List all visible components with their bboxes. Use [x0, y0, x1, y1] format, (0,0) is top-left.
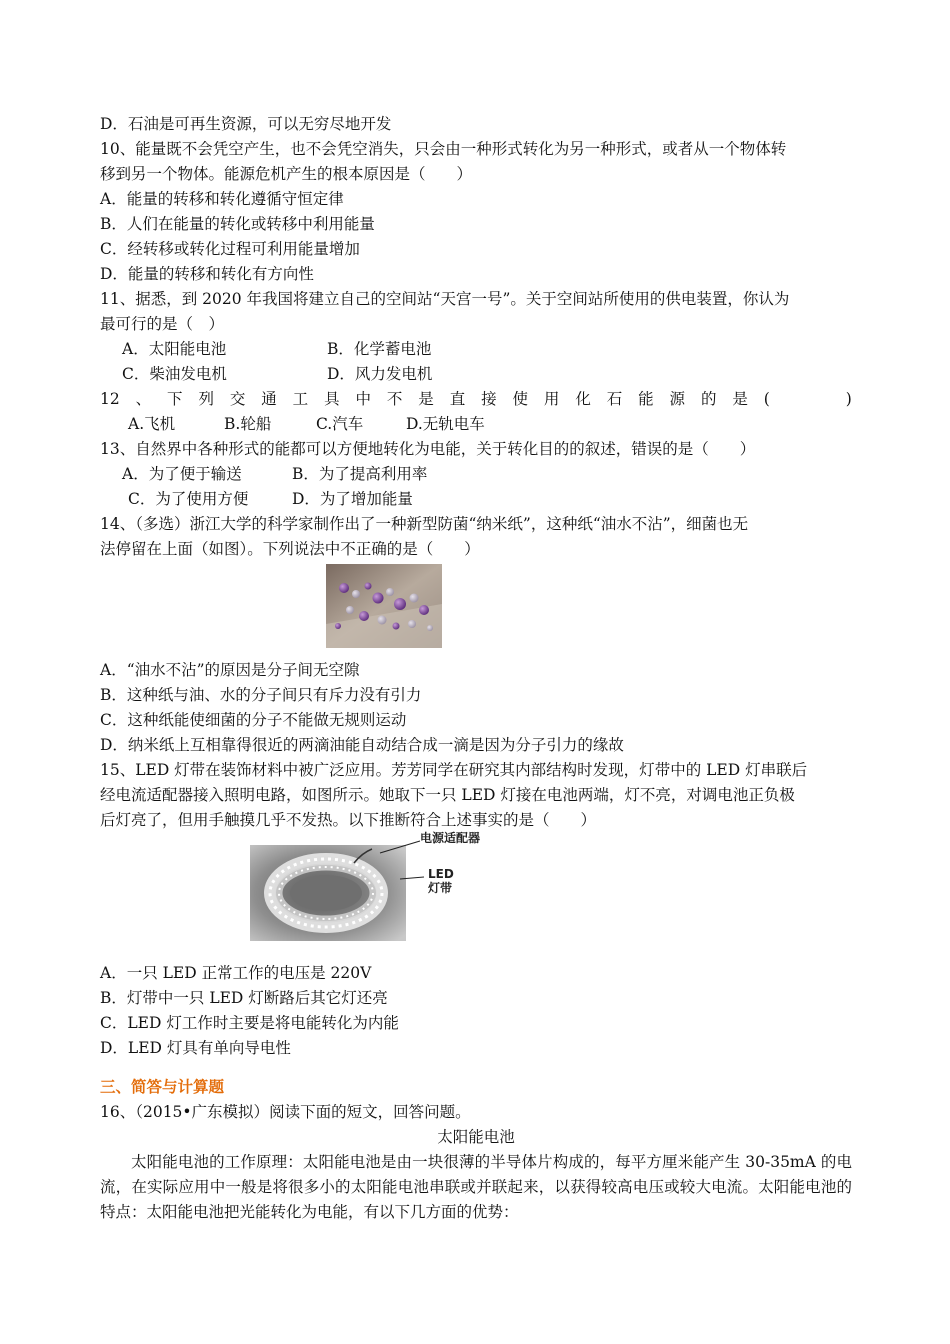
question-14	[100, 512, 852, 758]
document-page	[100, 112, 852, 1225]
q13-stem: 13、自然界中各种形式的能都可以方便地转化为电能，关于转化目的的叙述，错误的是（ ）	[100, 440, 756, 458]
q14-stem-line1: 14、（多选）浙江大学的科学家制作出了一种新型防菌“纳米纸”，这种纸“油水不沾”，细菌也无	[100, 515, 749, 533]
q12-stem-char: (	[763, 390, 770, 408]
q15-option-c: C．LED 灯工作时主要是将电能转化为内能	[100, 1014, 399, 1032]
question-15	[100, 758, 852, 1061]
q12-stem-char: 化	[575, 390, 591, 408]
q15-stem-line3: 后灯亮了，但用手触摸几乎不发热。以下推断符合上述事实的是（ ）	[100, 811, 597, 829]
q11-option-b: B．化学蓄电池	[327, 340, 432, 358]
q16-stem: 16、（2015•广东模拟）阅读下面的短文，回答问题。	[100, 1103, 471, 1121]
nano-paper-photo	[326, 564, 442, 648]
q12-option-a: A.飞机	[128, 415, 176, 433]
q15-option-a: A．一只 LED 正常工作的电压是 220V	[100, 964, 372, 982]
q12-stem	[100, 387, 852, 412]
led-figure-leader-lines	[370, 833, 480, 923]
q13-option-d: D．为了增加能量	[292, 490, 413, 508]
q14-option-a: A．“油水不沾”的原因是分子间无空隙	[100, 661, 360, 679]
q12-stem-char: 不	[386, 390, 403, 408]
q12-stem-char: 列	[198, 390, 214, 408]
q12-stem-char: 用	[543, 390, 560, 408]
q12-stem-char: 中	[355, 390, 371, 408]
q9-option-d: D．石油是可再生资源，可以无穷尽地开发	[100, 115, 392, 133]
q12-option-c: C.汽车	[316, 415, 364, 433]
q10-option-d: D．能量的转移和转化有方向性	[100, 265, 314, 283]
q12-stem-char: 12	[100, 390, 120, 408]
passage-title: 太阳能电池	[437, 1128, 515, 1146]
q12-stem-char: 是	[732, 390, 748, 408]
q12-stem-char: 下	[167, 390, 183, 408]
fig-label-power-adapter: 电源适配器	[420, 831, 481, 845]
q14-stem-line2: 法停留在上面（如图）。下列说法中不正确的是（ ）	[100, 540, 480, 558]
fig-label-led-strip: 灯带	[428, 881, 453, 895]
question-13	[100, 437, 852, 512]
q15-option-b: B．灯带中一只 LED 灯断路后其它灯还亮	[100, 989, 388, 1007]
q12-stem-char: 石	[606, 390, 623, 408]
fig-label-led: LED	[428, 867, 454, 881]
q12-stem-char: 是	[418, 390, 434, 408]
q12-stem-char: 接	[481, 390, 497, 408]
q15-stem-line1: 15、LED 灯带在装饰材料中被广泛应用。芳芳同学在研究其内部结构时发现，灯带中的 LED 灯串联后	[100, 761, 808, 779]
q15-figure	[100, 833, 852, 961]
q15-stem-line2: 经电流适配器接入照明电路，如图所示。她取下一只 LED 灯接在电池两端，灯不亮，对调电池正负极	[100, 786, 795, 804]
question-16	[100, 1100, 852, 1225]
question-10	[100, 137, 852, 287]
q12-option-b: B.轮船	[224, 415, 272, 433]
q10-stem-line1: 10、能量既不会凭空产生，也不会凭空消失，只会由一种形式转化为另一种形式，或者从一个物体转	[100, 140, 787, 158]
q15-option-d: D．LED 灯具有单向导电性	[100, 1039, 291, 1057]
question-11	[100, 287, 852, 387]
q12-option-d: D.无轨电车	[406, 415, 485, 433]
q10-option-b: B．人们在能量的转化或转移中利用能量	[100, 215, 375, 233]
passage-paragraph: 太阳能电池的工作原理：太阳能电池是由一块很薄的半导体片构成的，每平方厘米能产生 30-35mA 的电流，在实际应用中一般是将很多小的太阳能电池串联或并联起来，以获得较高电压或较大电流。太阳能电池的特点：太阳能电池把光能转化为电能，有以下几方面的优势：	[100, 1153, 852, 1221]
q13-option-a: A．为了便于输送	[122, 465, 242, 483]
q11-options-row1	[100, 337, 852, 362]
question-12	[100, 387, 852, 437]
q12-stem-char: 交	[229, 390, 246, 408]
q12-stem-char: 源	[669, 390, 686, 408]
q10-stem-line2: 移到另一个物体。能源危机产生的根本原因是（ ）	[100, 165, 473, 183]
q13-option-c: C．为了使用方便	[128, 490, 249, 508]
q14-option-d: D．纳米纸上互相靠得很近的两滴油能自动结合成一滴是因为分子引力的缘故	[100, 736, 624, 754]
q12-stem-char: 使	[512, 390, 529, 408]
section-heading: 三、简答与计算题	[100, 1078, 225, 1096]
q13-options-row2	[100, 487, 852, 512]
q11-option-d: D．风力发电机	[327, 365, 433, 383]
q11-stem-line1: 11、据悉，到 2020 年我国将建立自己的空间站“天宫一号”。关于空间站所使用的供电装置，你认为	[100, 290, 790, 308]
q12-stem-char: 、	[135, 390, 152, 408]
q14-figure	[100, 564, 852, 654]
q11-options-row2	[100, 362, 852, 387]
q11-option-c: C．柴油发电机	[122, 365, 227, 383]
q12-stem-char: 的	[700, 390, 717, 408]
q11-stem-line2: 最可行的是（ ）	[100, 315, 225, 333]
q12-stem-char: 具	[324, 390, 340, 408]
q12-stem-char: 通	[261, 390, 277, 408]
q10-option-c: C．经转移或转化过程可利用能量增加	[100, 240, 360, 258]
q12-stem-char: )	[845, 390, 852, 408]
q13-option-b: B．为了提高利用率	[292, 465, 428, 483]
q14-option-b: B．这种纸与油、水的分子间只有斥力没有引力	[100, 686, 422, 704]
q10-option-a: A．能量的转移和转化遵循守恒定律	[100, 190, 344, 208]
q11-option-a: A．太阳能电池	[122, 340, 227, 358]
q14-option-c: C．这种纸能使细菌的分子不能做无规则运动	[100, 711, 407, 729]
q12-stem-char: 直	[449, 390, 466, 408]
q13-options-row1	[100, 462, 852, 487]
q12-stem-char: 能	[638, 390, 654, 408]
q12-stem-char: 工	[292, 390, 309, 408]
q12-options	[100, 412, 852, 437]
